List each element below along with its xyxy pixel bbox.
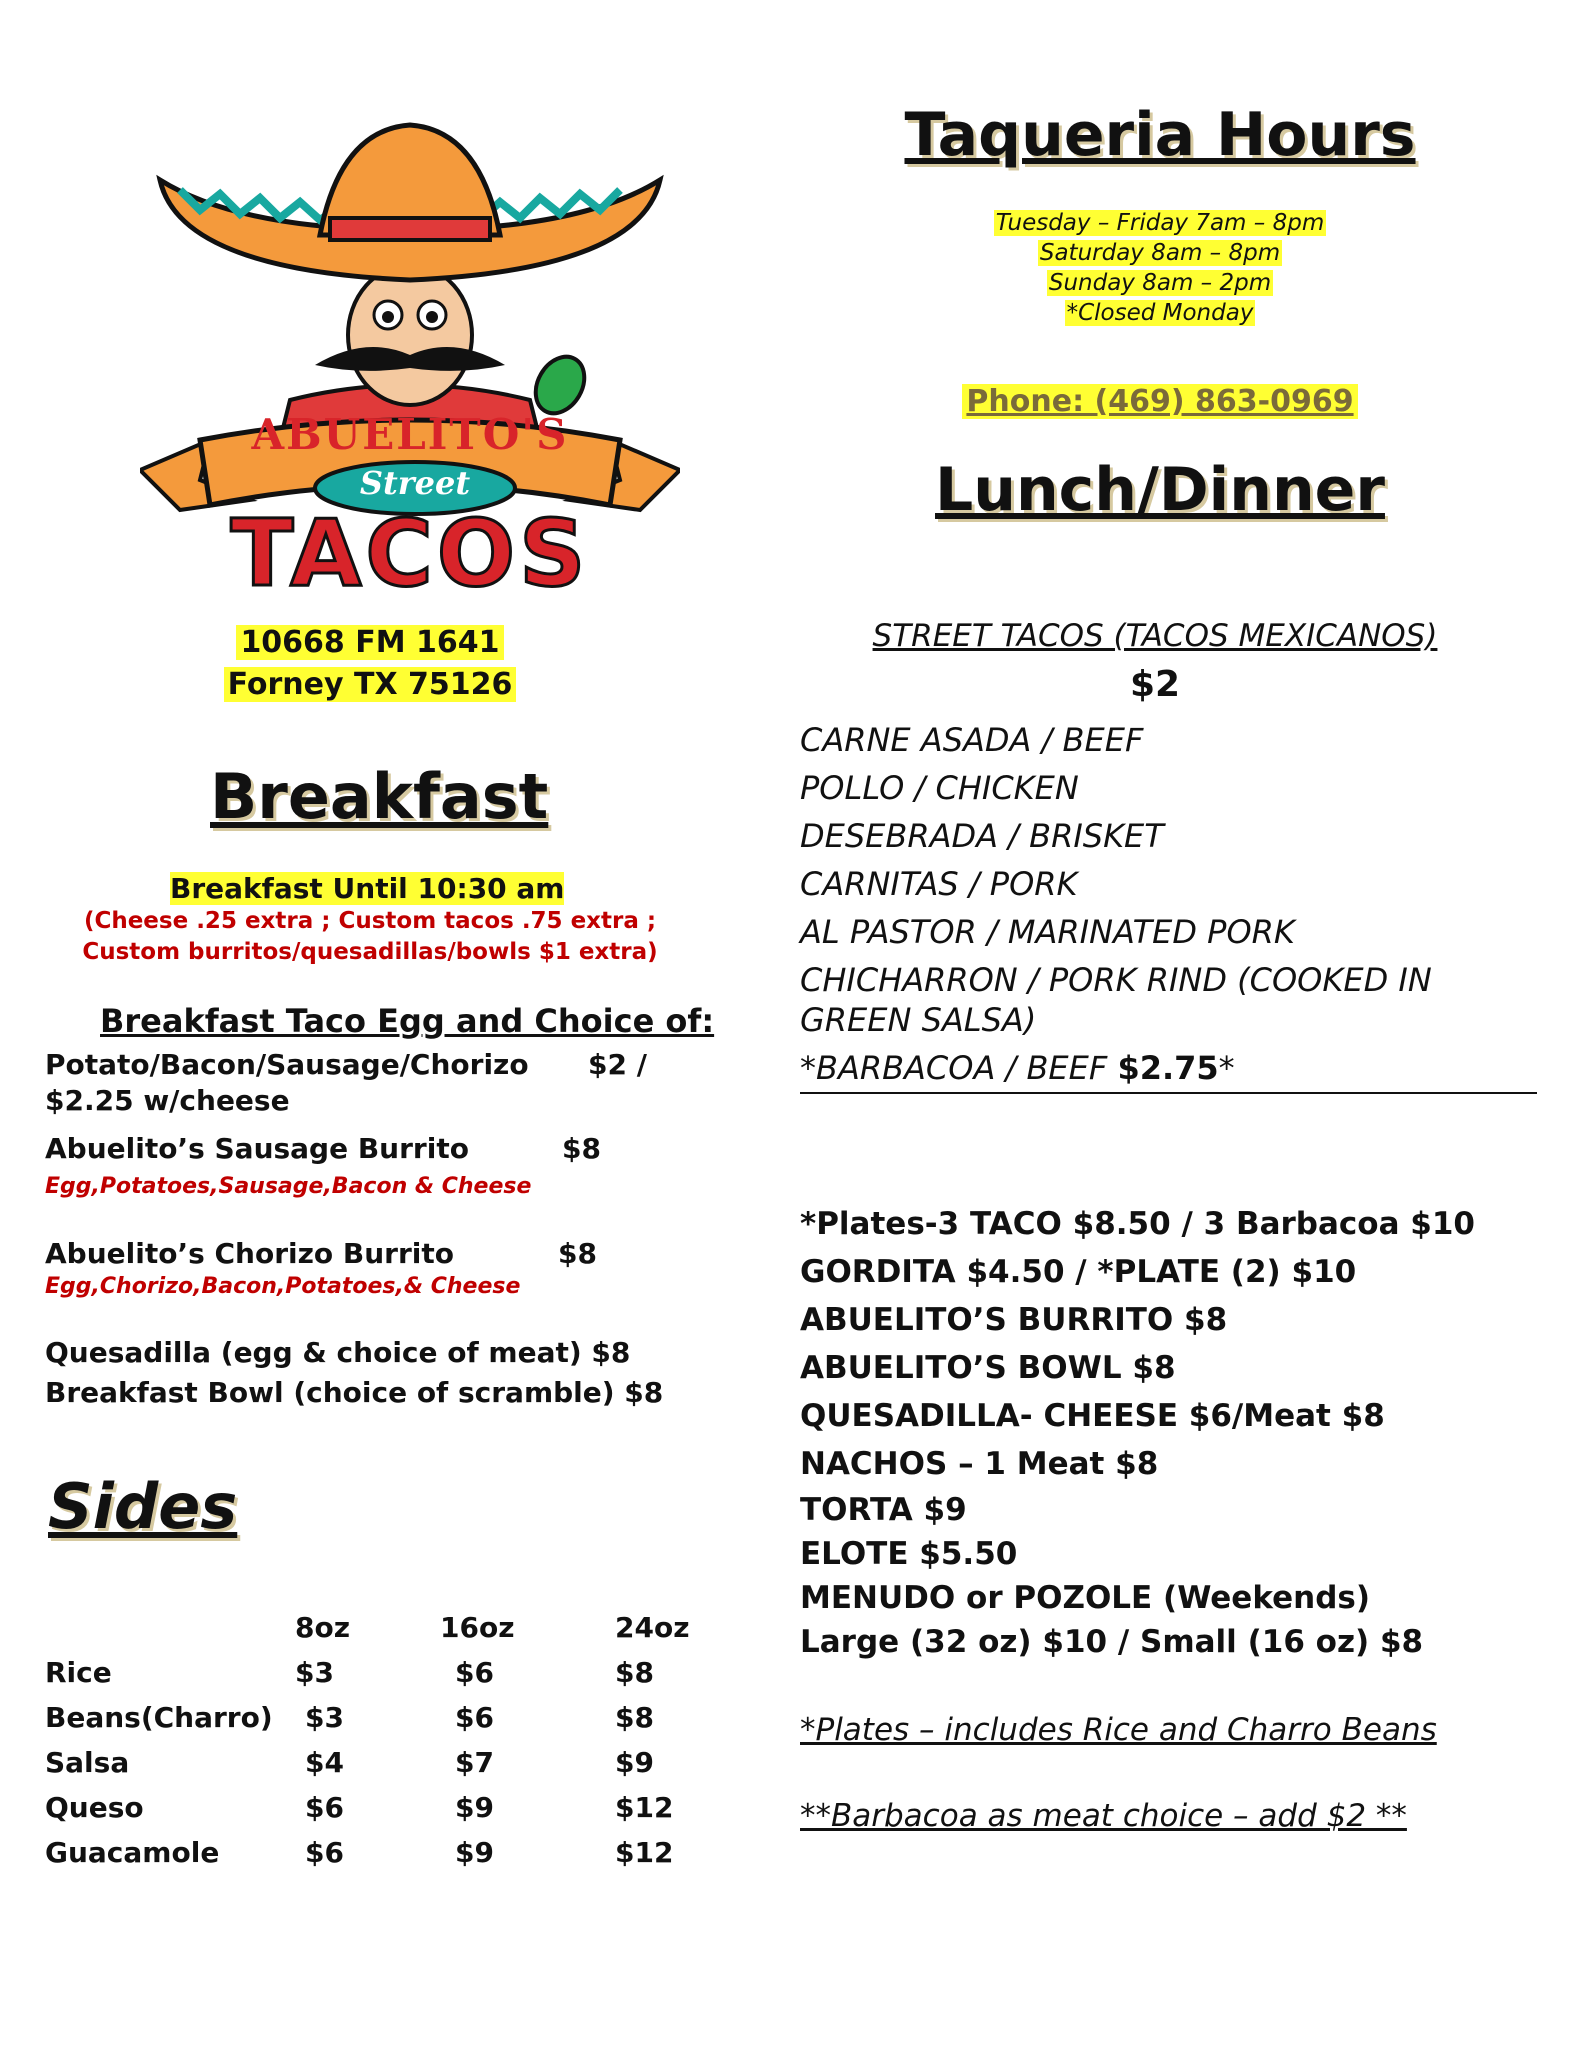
barbacoa-label: *BARBACOA / BEEF (800, 1049, 1108, 1087)
side-price: $9 (455, 1791, 494, 1824)
table-row (45, 1740, 715, 1785)
side-name: Salsa (45, 1746, 130, 1779)
item-extra: $2.25 w/cheese (45, 1084, 290, 1117)
table-row (45, 1695, 715, 1740)
street-tacos-heading: STREET TACOS (TACOS MEXICANOS) (872, 618, 1438, 654)
side-price: $12 (615, 1791, 674, 1824)
breakfast-item-quesadilla: Quesadilla (egg & choice of meat) $8 (45, 1336, 631, 1369)
breakfast-item-sausage-burrito: Abuelito’s Sausage Burrito (45, 1132, 469, 1165)
hours-list (900, 208, 1420, 328)
hours-line: Sunday 8am – 2pm (1048, 270, 1272, 296)
breakfast-item-tacos (45, 1048, 529, 1081)
breakfast-note-line1: (Cheese .25 extra ; Custom tacos .75 extra ; (83, 908, 657, 934)
list-item: POLLO / CHICKEN (800, 769, 1079, 807)
column-header: 24oz (615, 1611, 690, 1644)
menu-item: MENUDO or POZOLE (Weekends) (800, 1580, 1371, 1616)
breakfast-note (60, 906, 680, 968)
barbacoa-price: $2.75 (1117, 1049, 1219, 1087)
menu-item: TORTA $9 (800, 1492, 967, 1528)
menu-item: Large (32 oz) $10 / Small (16 oz) $8 (800, 1624, 1424, 1660)
street-tacos-list (800, 720, 1520, 1096)
menu-item: ABUELITO’S BOWL $8 (800, 1350, 1176, 1386)
table-row (45, 1650, 715, 1695)
hours-line: *Closed Monday (1066, 300, 1254, 326)
side-price: $12 (615, 1836, 674, 1869)
breakfast-item-bowl: Breakfast Bowl (choice of scramble) $8 (45, 1376, 664, 1409)
sides-table (45, 1605, 715, 1875)
address (220, 622, 520, 706)
side-name: Beans(Charro) (45, 1701, 273, 1734)
phone-link[interactable]: Phone: (469) 863-0969 (962, 384, 1357, 419)
item-price: $2 / (588, 1048, 647, 1081)
side-name: Rice (45, 1656, 112, 1689)
menu-item: GORDITA $4.50 / *PLATE (2) $10 (800, 1254, 1357, 1290)
side-price: $4 (305, 1746, 344, 1779)
list-item: CARNITAS / PORK (800, 865, 1078, 903)
menu-item: ABUELITO’S BURRITO $8 (800, 1302, 1228, 1338)
menu-item: QUESADILLA- CHEESE $6/Meat $8 (800, 1398, 1385, 1434)
item-price: $8 (562, 1132, 601, 1165)
side-name: Guacamole (45, 1836, 220, 1869)
hours-heading: Taqueria Hours (904, 100, 1416, 170)
divider (800, 1092, 1537, 1094)
side-price: $3 (305, 1701, 344, 1734)
table-row (45, 1830, 715, 1875)
barbacoa-suffix: * (1218, 1049, 1235, 1087)
side-price: $8 (615, 1701, 654, 1734)
column-header: 16oz (440, 1611, 515, 1644)
barbacoa-note: **Barbacoa as meat choice – add $2 ** (800, 1798, 1407, 1834)
side-price: $6 (455, 1701, 494, 1734)
list-item-barbacoa (800, 1048, 1520, 1088)
menu-item: NACHOS – 1 Meat $8 (800, 1446, 1159, 1482)
item-description: Egg,Potatoes,Sausage,Bacon & Cheese (45, 1174, 532, 1199)
logo-line3: TACOS (230, 500, 590, 607)
hours-line: Tuesday – Friday 7am – 8pm (995, 210, 1325, 236)
breakfast-taco-heading: Breakfast Taco Egg and Choice of: (100, 1002, 715, 1040)
lunch-menu-list (800, 1200, 1540, 1664)
hours-line: Saturday 8am – 8pm (1039, 240, 1281, 266)
address-line2: Forney TX 75126 (224, 667, 517, 702)
list-item: DESEBRADA / BRISKET (800, 817, 1164, 855)
lunch-dinner-heading: Lunch/Dinner (935, 455, 1385, 525)
plates-note: *Plates – includes Rice and Charro Beans (800, 1712, 1437, 1748)
breakfast-item-chorizo-burrito: Abuelito’s Chorizo Burrito (45, 1237, 455, 1270)
side-price: $6 (455, 1656, 494, 1689)
logo-line1: ABUELITO'S (251, 410, 569, 459)
sides-header-row (45, 1605, 715, 1650)
side-name: Queso (45, 1791, 144, 1824)
side-price: $6 (305, 1836, 344, 1869)
breakfast-until: Breakfast Until 10:30 am (170, 872, 565, 905)
table-row (45, 1785, 715, 1830)
side-price: $9 (455, 1836, 494, 1869)
address-line1: 10668 FM 1641 (236, 625, 503, 660)
side-price: $3 (295, 1656, 334, 1689)
side-price: $6 (305, 1791, 344, 1824)
list-item: AL PASTOR / MARINATED PORK (800, 913, 1295, 951)
breakfast-heading: Breakfast (210, 760, 549, 833)
item-description: Egg,Chorizo,Bacon,Potatoes,& Cheese (45, 1274, 521, 1299)
column-header: 8oz (295, 1611, 351, 1644)
menu-item: *Plates-3 TACO $8.50 / 3 Barbacoa $10 (800, 1206, 1475, 1242)
sides-heading: Sides (48, 1470, 238, 1543)
list-item: CARNE ASADA / BEEF (800, 721, 1144, 759)
phone (900, 384, 1420, 419)
street-tacos-price: $2 (1129, 664, 1181, 705)
menu-item: ELOTE $5.50 (800, 1536, 1018, 1572)
side-price: $8 (615, 1656, 654, 1689)
breakfast-note-line2: Custom burritos/quesadillas/bowls $1 extra) (82, 939, 658, 965)
item-name: Potato/Bacon/Sausage/Chorizo (45, 1048, 529, 1081)
list-item: CHICHARRON / PORK RIND (COOKED IN GREEN SALSA) (800, 961, 1432, 1039)
item-price: $8 (558, 1237, 597, 1270)
logo-line2: Street (359, 464, 471, 502)
side-price: $7 (455, 1746, 494, 1779)
restaurant-logo (140, 110, 680, 607)
side-price: $9 (615, 1746, 654, 1779)
